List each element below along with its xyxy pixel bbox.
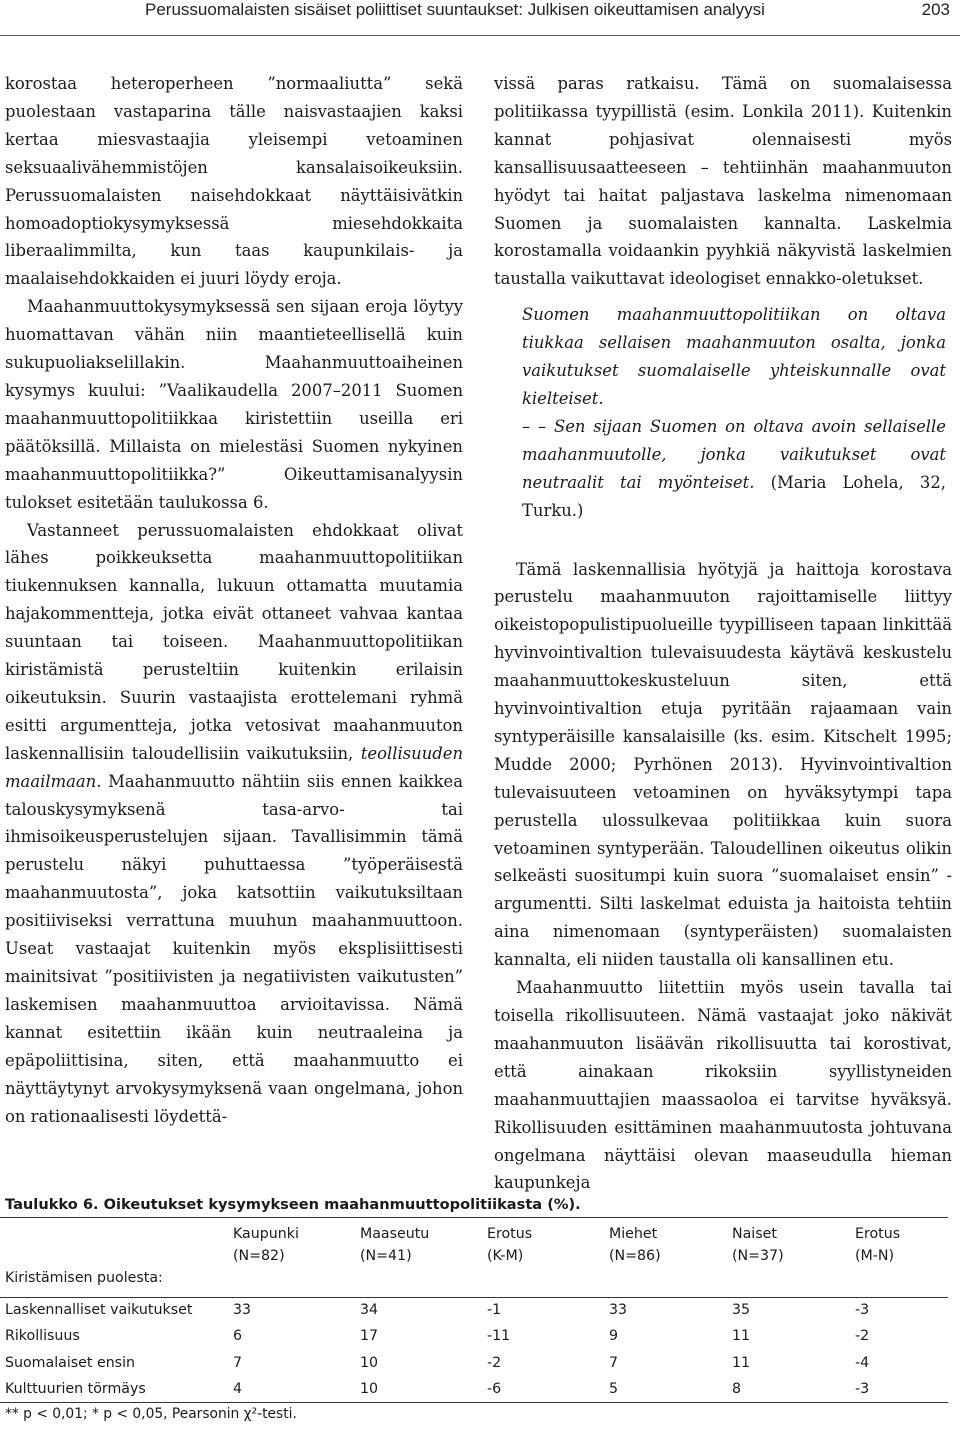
table-cell: 17 [360, 1328, 379, 1344]
quote-text: – – Sen sijaan Suomen on oltava avoin sellaiselle maahanmuutolle, jonka vaikutukset ovat neutraalit tai myönteiset. [522, 416, 946, 492]
table-cell: -2 [487, 1355, 502, 1371]
paragraph-text: Vastanneet perussuomalaisten ehdokkaat olivat lähes poikkeuksetta maahanmuuttopolitiikan tiukennuksen kannalla, lukuun ottamatta muutamia hajakommentteja, jotka eivät ottaneet vahvaa kantaa suuntaan tai toiseen. Maahanmuuttopolitiikan kiristämistä perusteltiin kuitenkin erilaisin oikeutuksin. Suurin vastaajista erottelemani ryhmä esitti argumentteja, jotka vetosivat maahanmuuton laskennallisiin taloudellisiin vaikutuksiin, [5, 520, 463, 763]
paragraph [5, 517, 463, 1131]
paragraph-text: . Maahanmuutto nähtiin siis ennen kaikkea talouskysymyksenä tasa-arvo- tai ihmisoikeusperustelujen sijaan. Tavallisimmin tämä perustelu näkyi puhuttaessa ”työperäisestä maahanmuutosta”, joka katsottiin vaikutuksiltaan positiiviseksi verrattuna muuhun maahanmuuttoon. Useat vastaajat kuitenkin myös eksplisiittisesti mainitsivat ”positiivisten ja negatiivisten vaikutusten” laskemisen maahanmuuttoa arvioitavissa. Nämä kannat esitettiin ikään kuin neutraaleina ja epäpoliittisina, siten, että maahanmuutto ei näyttäytynyt arvokysymyksenä vaan ongelmana, johon on rationaalisesti löydettä- [5, 771, 463, 1126]
column-header: Naiset (N=37) [732, 1226, 784, 1264]
paragraph: Maahanmuuttokysymyksessä sen sijaan eroja löytyy huomattavan vähän niin maantieteellisellä kuin sukupuoliakselillakin. Maahanmuuttoaiheinen kysymys kuului: ”Vaalikaudella 2007–2011 Suomen maahanmuuttopolitiikkaa kiristettiin useilla eri päätöksillä. Millaista on mielestäsi Suomen nykyinen maahanmuuttopolitiikka?” Oikeuttamisanalyysin tulokset esitetään taulukossa 6. [5, 297, 463, 512]
right-column [494, 70, 952, 1197]
table-cell: -11 [487, 1328, 511, 1344]
table-cell: 4 [233, 1381, 243, 1397]
table-cell: 33 [609, 1302, 628, 1318]
table-cell: 10 [360, 1355, 379, 1371]
page-number: 203 [921, 0, 950, 19]
left-column [5, 70, 463, 1130]
table-cell: 11 [732, 1328, 751, 1344]
paragraph: Tämä laskennallisia hyötyjä ja haittoja korostava perustelu maahanmuuton rajoittamiselle liittyy oikeistopopulistipuolueille tyypilliseen tapaan linkittää hyvinvointivaltion tulevaisuudesta käytävä keskustelu maahanmuuttokeskusteluun siten, että hyvinvointivaltion etuja pyritään rajaamaan vain syntyperäisille kansalaisille (ks. esim. Kitschelt 1995; Mudde 2000; Pyrhönen 2013). Hyvinvointivaltion tulevaisuuteen vetoaminen on hyväksytympi tapa perustella ulossulkevaa politiikkaa kuin suora vetoaminen syntyperään. Taloudellinen oikeutus olikin selkeästi suositumpi kuin suora ”suomalaiset ensin” -argumentti. Silti laskelmat eduista ja haitoista tehtiin aina nimenomaan (syntyperäisten) suomalaisten kannalta, eli niiden taustalla oli kansallinen etu. [494, 559, 952, 970]
table-footnote: ** p < 0,01; * p < 0,05, Pearsonin χ²-testi. [5, 1406, 297, 1422]
table-cell: -3 [855, 1302, 870, 1318]
table-cell: -1 [487, 1302, 502, 1318]
table-cell: 6 [233, 1328, 243, 1344]
table-cell: 7 [233, 1355, 243, 1371]
table-cell: 7 [609, 1355, 619, 1371]
running-title: Perussuomalaisten sisäiset poliittiset suuntaukset: Julkisen oikeuttamisen analyysi [145, 0, 765, 19]
quote-reference: (Maria Lohela, 32, Turku.) [522, 472, 946, 520]
column-header: Erotus (K-M) [487, 1226, 533, 1264]
table-caption: Taulukko 6. Oikeutukset kysymykseen maahanmuuttopolitiikasta (%). [5, 1196, 581, 1213]
table-cell: 11 [732, 1355, 751, 1371]
table-bottom-rule [0, 1402, 948, 1403]
paragraph: korostaa heteroperheen ”normaaliutta” sekä puolestaan vastaparina tälle naisvastaajien kaksi kertaa miesvastaajia yleisempi vetoaminen seksuaalivähemmistöjen kansalaisoikeuksiin. Perussuomalaisten naisehdokkaat näyttäisivätkin homoadoptiokysymyksessä miesehdokkaita liberaalimmilta, kun taas kaupunkilais- ja maalaisehdokkaiden ei juuri löydy eroja. [5, 74, 463, 289]
running-header [0, 0, 960, 36]
table-mid-rule [0, 1297, 948, 1298]
table-cell: -6 [487, 1381, 502, 1397]
table-cell: -2 [855, 1328, 870, 1344]
table-cell: 35 [732, 1302, 751, 1318]
column-header: Erotus (M-N) [855, 1226, 901, 1264]
table-cell: 8 [732, 1381, 742, 1397]
header-rule [0, 35, 960, 36]
table-top-rule [0, 1217, 948, 1218]
quote-text: Suomen maahanmuuttopolitiikan on oltava tiukkaa sellaisen maahanmuuton osalta, jonka vaikutukset suomalaiselle yhteiskunnalle ovat kielteiset. [522, 305, 946, 408]
row-label: Kulttuurien törmäys [5, 1381, 146, 1397]
table-cell: 9 [609, 1328, 619, 1344]
table-cell: 34 [360, 1302, 379, 1318]
table-cell: -4 [855, 1355, 870, 1371]
table-section-label: Kiristämisen puolesta: [5, 1270, 163, 1286]
table-cell: 5 [609, 1381, 619, 1397]
paragraph: vissä paras ratkaisu. Tämä on suomalaisessa politiikassa tyypillistä (esim. Lonkila 2011). Kuitenkin kannat pohjasivat olennaisesti myös kansallisuusaatteeseen – tehtiinhän maahanmuuton hyödyt tai haitat paljastava laskelma nimenomaan Suomen ja suomalaisten kannalta. Laskelmia korostamalla voidaankin pyyhkiä näkyvistä laskelmien taustalla vaikuttavat ideologiset ennakko-oletukset. [494, 74, 952, 289]
table-cell: 33 [233, 1302, 252, 1318]
column-header: Miehet (N=86) [609, 1226, 661, 1264]
column-header: Kaupunki (N=82) [233, 1226, 299, 1264]
table-cell: 10 [360, 1381, 379, 1397]
row-label: Suomalaiset ensin [5, 1355, 136, 1371]
table-cell: -3 [855, 1381, 870, 1397]
row-label: Laskennalliset vaikutukset [5, 1302, 193, 1318]
row-label: Rikollisuus [5, 1328, 80, 1344]
italic-term: teollisuuden maailmaan [5, 743, 463, 791]
column-header: Maaseutu (N=41) [360, 1226, 430, 1264]
block-quote [494, 301, 952, 524]
paragraph: Maahanmuutto liitettiin myös usein tavalla tai toisella rikollisuuteen. Nämä vastaajat joko näkivät maahanmuuton lisäävän rikollisuutta tai korostivat, että ainakaan rikoksiin syyllistyneiden maahanmuuttajien maassaoloa ei tarvitse hyväksyä. Rikollisuuden esittäminen maahanmuutosta johtuvana ongelmana näyttäisi olevan maaseudulla hieman kaupunkeja [494, 978, 952, 1193]
